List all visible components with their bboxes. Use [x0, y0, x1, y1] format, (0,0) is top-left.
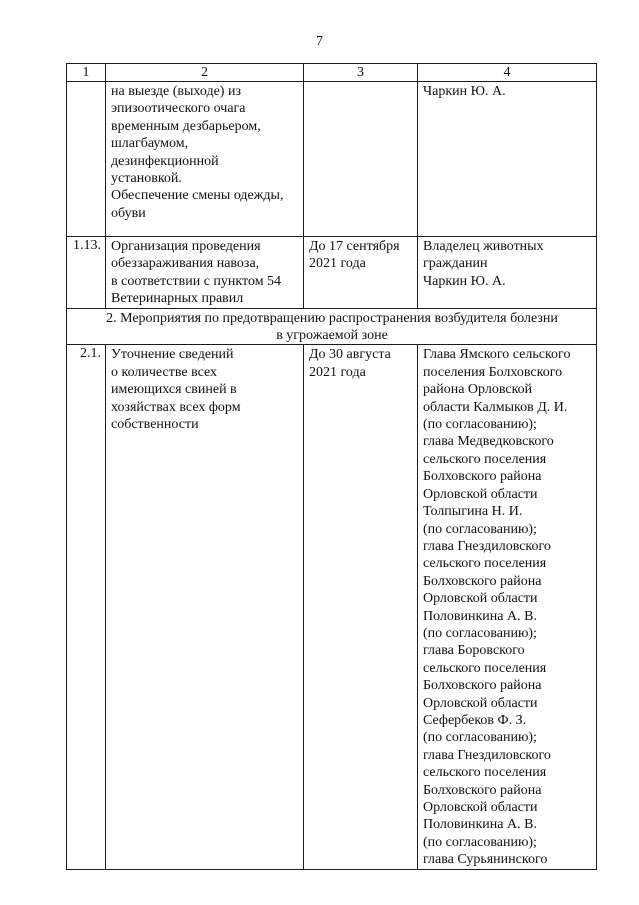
header-cell-deadline: 3 [304, 64, 418, 82]
table-row [67, 237, 597, 309]
deadline-cell [304, 345, 418, 870]
header-cell-responsible: 4 [418, 64, 597, 82]
measure-line: временным дезбарьером, [111, 118, 261, 134]
responsible-line: Половинкина А. В. [423, 817, 537, 833]
responsible-line: (по согласованию); [423, 625, 537, 641]
measure-line: Организация проведения [111, 239, 261, 254]
responsible-line: Глава Ямского сельского [423, 347, 571, 363]
measure-line: установкой. [111, 171, 182, 187]
section-title-cell [67, 308, 597, 345]
table-row [67, 345, 597, 870]
responsible-line: Чаркин Ю. А. [423, 84, 506, 99]
section-row [67, 308, 597, 345]
responsible-line: сельского поселения [423, 765, 547, 781]
responsible-line: Орловской области [423, 486, 538, 502]
responsible-line: (по согласованию); [423, 834, 537, 850]
measure-line: дезинфекционной [111, 153, 219, 169]
deadline-line: До 17 сентября [309, 239, 400, 254]
responsible-line: глава Сурьянинского [423, 852, 548, 868]
responsible-line: района Орловской [423, 382, 533, 398]
responsible-line: Толпыгина Н. И. [423, 504, 523, 520]
row-number: 2.1. [67, 345, 106, 870]
measure-line: обеззараживания навоза, [111, 256, 260, 272]
section-title-line: 2. Мероприятия по предотвращению распространения возбудителя болезни [106, 310, 558, 326]
page-number: 7 [316, 34, 323, 49]
table-row [67, 82, 597, 237]
responsible-line: Чаркин Ю. А. [423, 273, 506, 289]
measure-line: шлагбаумом, [111, 136, 189, 152]
responsible-line: гражданин [423, 256, 488, 272]
responsible-line: (по согласованию); [423, 730, 537, 746]
responsible-cell [418, 82, 597, 237]
responsible-line: сельского поселения [423, 451, 547, 467]
measure-line: эпизоотического очага [111, 101, 246, 117]
responsible-line: Сефербеков Ф. З. [423, 712, 527, 728]
measure-cell [106, 345, 304, 870]
measure-line: Уточнение сведений [111, 347, 234, 363]
deadline-line: 2021 года [309, 364, 366, 380]
responsible-line: (по согласованию); [423, 417, 537, 433]
header-cell-number: 1 [67, 64, 106, 82]
responsible-line: глава Медведковского [423, 434, 554, 450]
measure-cell [106, 82, 304, 237]
measure-line: Обеспечение смены одежды, [111, 188, 284, 204]
header-cell-measure: 2 [106, 64, 304, 82]
responsible-line: Орловской области [423, 800, 538, 815]
measure-cell [106, 237, 304, 309]
measure-line: на выезде (выходе) из [111, 84, 241, 99]
responsible-line: Половинкина А. В. [423, 608, 537, 624]
responsible-line: Орловской области [423, 695, 538, 711]
responsible-line: области Калмыков Д. И. [423, 399, 568, 415]
responsible-line: Болховского района [423, 782, 542, 798]
responsible-cell [418, 237, 597, 309]
responsible-line: (по согласованию); [423, 521, 537, 537]
measure-line: хозяйствах всех форм [111, 399, 241, 415]
measure-line: в соответствии с пунктом 54 [111, 273, 282, 289]
measure-line: имеющихся свиней в [111, 382, 237, 398]
measure-line: Ветеринарных правил [111, 291, 244, 307]
responsible-line: поселения Болховского [423, 364, 563, 380]
measures-table [66, 63, 597, 870]
measure-line: о количестве всех [111, 364, 218, 380]
deadline-cell [304, 82, 418, 237]
responsible-line: Владелец животных [423, 239, 544, 254]
table-header-row [67, 64, 597, 82]
deadline-cell [304, 237, 418, 309]
measure-line: обуви [111, 205, 146, 221]
responsible-line: Болховского района [423, 469, 542, 485]
responsible-line: Болховского района [423, 573, 542, 589]
responsible-line: сельского поселения [423, 556, 547, 572]
deadline-line: До 30 августа [309, 347, 391, 363]
section-title-line: в угрожаемой зоне [276, 328, 388, 344]
row-number: 1.13. [67, 237, 106, 309]
deadline-line: 2021 года [309, 256, 366, 272]
responsible-line: Болховского района [423, 678, 542, 694]
responsible-line: сельского поселения [423, 660, 547, 676]
responsible-cell [418, 345, 597, 870]
measure-line: собственности [111, 417, 199, 433]
responsible-line: глава Гнездиловского [423, 538, 551, 554]
responsible-line: Орловской области [423, 591, 538, 607]
responsible-line: глава Гнездиловского [423, 747, 551, 763]
responsible-line: глава Боровского [423, 643, 525, 659]
row-number [67, 82, 106, 237]
